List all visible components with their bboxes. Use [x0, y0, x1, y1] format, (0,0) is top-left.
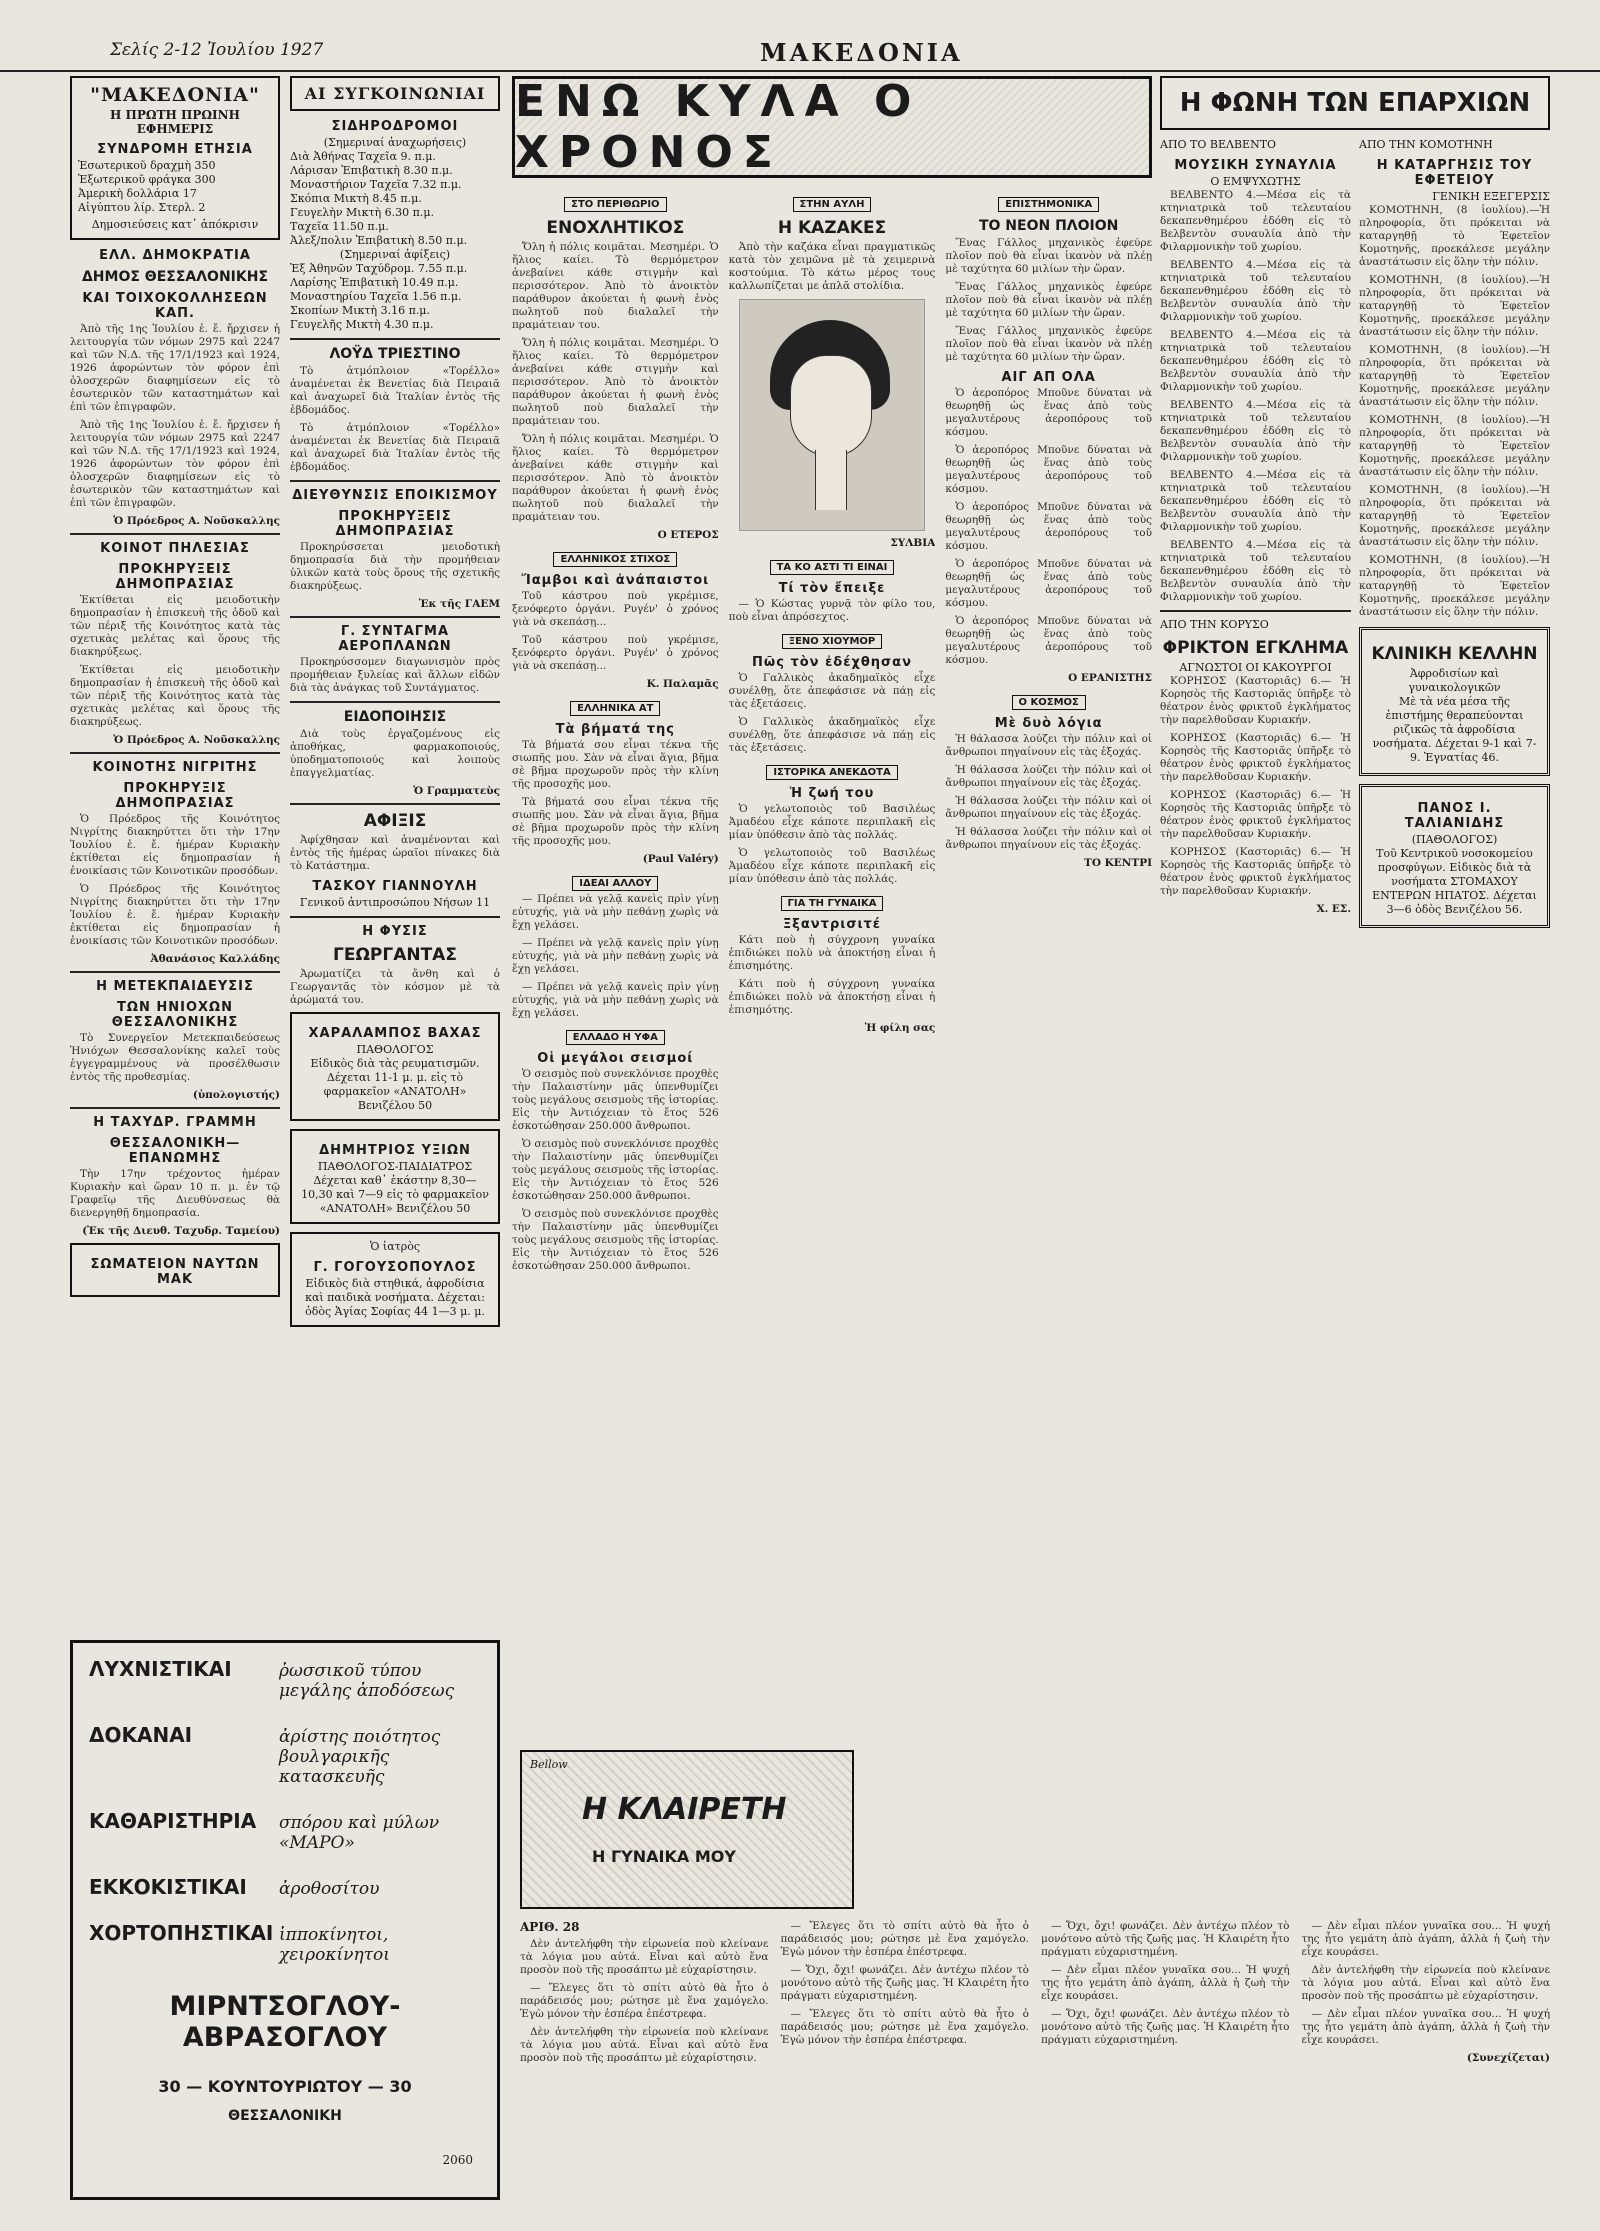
- section-tag: ΑΠΟ ΤΗΝ ΚΟΡΥΣΟ: [1160, 618, 1269, 631]
- column-provinces: [1160, 76, 1550, 1816]
- divider: [290, 338, 500, 340]
- feature-subcolumn-right: [945, 188, 1152, 1278]
- notice-body: Ἐκτίθεται εἰς μειοδοτικὴν δημοπρασίαν ἡ ἐπισκευὴ τῆς ὁδοῦ καὶ τῶν πέριξ τῆς Κοινότητος κατὰ τὰς σχετικὰς μελέτας καὶ ὅρους τῆς διακηρύξεως. Ἐκτίθεται εἰς μειοδοτικὴν δημοπρασίαν ἡ ἐπισκευὴ τῆς ὁδοῦ καὶ τῶν πέριξ τῆς Κοινότητος κατὰ τὰς σχετικὰς μελέτας καὶ ὅρους τῆς διακηρύξεως.: [70, 594, 280, 728]
- article-byline: Ο ΕΜΨΥΧΩΤΗΣ: [1210, 175, 1301, 188]
- serial-continued: (Συνεχίζεται): [1466, 2052, 1550, 2064]
- divider: [290, 803, 500, 805]
- ad-row: ΚΑΘΑΡΙΣΤΗΡΙΑ σπόρου καὶ μύλων «ΜΑΡΟ»: [89, 1809, 440, 1853]
- section-tag: ΑΠΟ ΤΟ ΒΕΛΒΕΝΤΟ: [1160, 138, 1277, 151]
- masthead: [0, 0, 1600, 72]
- rail-subheading: (Σημεριναί ἀφίξεις): [339, 248, 451, 261]
- divider: [70, 533, 280, 535]
- ad-row: ΛΥΧΝΙΣΤΙΚΑΙ ῥωσσικοῦ τύπου μεγάλης ἀποδόσεως: [89, 1657, 455, 1701]
- transport-heading: ΑΙ ΣΥΓΚΟΙΝΩΝΙΑΙ: [304, 84, 486, 103]
- article-signature: Χ. ΕΣ.: [1316, 903, 1351, 915]
- notice-signature: (Ἐκ τῆς Διευθ. Ταχυδρ. Ταμείου): [82, 1225, 280, 1237]
- clinic-subtitle: Ἀφροδισίων καὶ γυναικολογικῶν: [1408, 667, 1501, 694]
- article-body: Ὁ γελωτοποιὸς τοῦ Βασιλέως Ἀμαδέου εἶχε κάποτε περιπλακῆ εἰς μίαν ὑπόθεσιν ἀπὸ τὰς πολλάς. Ὁ γελωτοποιὸς τοῦ Βασιλέως Ἀμαδέου εἶχε κάποτε περιπλακῆ εἰς μίαν ὑπόθεσιν ἀπὸ τὰς πολλάς.: [728, 803, 936, 885]
- auction-heading: ΔΙΕΥΘΥΝΣΙΣ ΕΠΟΙΚΙΣΜΟΥ: [292, 488, 498, 503]
- army-heading: Γ. ΣΥΝΤΑΓΜΑ ΑΕΡΟΠΛΑΝΩΝ: [338, 624, 452, 654]
- section-tag: ΞΕΝΟ ΧΙΟΥΜΟΡ: [782, 634, 882, 649]
- subscription-heading: ΣΥΝΔΡΟΜΗ ΕΤΗΣΙΑ: [97, 142, 253, 157]
- logo-subtitle: Η ΠΡΩΤΗ ΠΡΩΙΝΗ ΕΦΗΜΕΡΙΣ: [110, 108, 240, 136]
- article-title: ΜΟΥΣΙΚΗ ΣΥΝΑΥΛΙΑ: [1174, 158, 1337, 173]
- doctor-info: Εἰδικὸς διὰ τὰς ρευματισμῶν. Δέχεται 11-1 μ. μ. εἰς τὸ φαρμακεῖον «ΑΝΑΤΟΛΗ» Βενιζέλου 50: [310, 1057, 480, 1112]
- article-title: Οἱ μεγάλοι σεισμοί: [537, 1051, 694, 1066]
- notice-body: Διὰ τοὺς ἐργαζομένους εἰς ἀποθήκας, φαρμακοποιούς, ὑποδηματοποιούς καὶ λοιποὺς ἐπαγγελματίας.: [290, 728, 500, 779]
- section-tag: ΕΠΙΣΤΗΜΟΝΙΚΑ: [998, 197, 1099, 212]
- rail-line: Σκοπίων Μικτὴ 3.16 π.μ.: [290, 304, 430, 317]
- article-body: Ὄλη ἡ πόλις κοιμᾶται. Μεσημέρι. Ὁ ἥλιος καίει. Τὸ θερμόμετρον ἀνεβαίνει κάθε στιγμὴν καὶ περισσότερον. Ἀπὸ τὸ ἀνοικτὸν παράθυρον ἀκούεται ἡ φωνὴ ἑνὸς πωλητοῦ ποὺ διαλαλεῖ τὴν πραμάτειαν του. Ὄλη ἡ πόλις κοιμᾶται. Μεσημέρι. Ὁ ἥλιος καίει. Τὸ θερμόμετρον ἀνεβαίνει κάθε στιγμὴν καὶ περισσότερον. Ἀπὸ τὸ ἀνοικτὸν παράθυρον ἀκούεται ἡ φωνὴ ἑνὸς πωλητοῦ ποὺ διαλαλεῖ τὴν πραμάτειαν του. Ὄλη ἡ πόλις κοιμᾶται. Μεσημέρι. Ὁ ἥλιος καίει. Τὸ θερμόμετρον ἀνεβαίνει κάθε στιγμὴν καὶ περισσότερον. Ἀπὸ τὸ ἀνοικτὸν παράθυρον ἀκούεται ἡ φωνὴ ἑνὸς πωλητοῦ ποὺ διαλαλεῖ τὴν πραμάτειαν του.: [512, 241, 719, 523]
- subscription-line: Ἀμερικὴ δολλάρια 17: [78, 187, 197, 200]
- physis-brand: ΓΕΩΡΓΑΝΤΑΣ: [333, 945, 457, 965]
- army-body: Προκηρύσσομεν διαγωνισμὸν πρὸς προμήθειαν ξυλείας καὶ ἄλλων εἰδῶν διὰ τὰς ἀνάγκας τοῦ Συντάγματος.: [290, 656, 500, 694]
- article-body: Ἀπὸ τὴν καζάκα εἶναι πραγματικῶς κατὰ τὸν χειμῶνα μὲ τὰ χειμερινὰ κοστούμια. Τὸ κάτω μέρος τους καλλωπίζεται με ἀπλᾶ στολίδια.: [728, 241, 936, 292]
- article-title: Ἡ ζωή του: [789, 786, 875, 801]
- divider: [290, 616, 500, 618]
- physis-heading: Η ΦΥΣΙΣ: [362, 924, 428, 939]
- article-byline: ΓΕΝΙΚΗ ΕΞΕΓΕΡΣΙΣ: [1432, 190, 1550, 203]
- auction-title: ΠΡΟΚΗΡΥΞΕΙΣ ΔΗΜΟΠΡΑΣΙΑΣ: [335, 509, 455, 539]
- article-title: Μὲ δυὸ λόγια: [994, 716, 1103, 731]
- section-tag: ΑΠΟ ΤΗΝ ΚΟΜΟΤΗΝΗ: [1359, 138, 1493, 151]
- serial-body: Δὲν ἀντελήφθη τὴν εἰρωνεία ποὺ κλείνανε τὰ λόγια μου αὐτά. Εἶναι καὶ αὐτὸ ἕνα προσὸν ποὺ τῆς προσάπτω μὲ εὐχαρίστησιν. — Ἔλεγες ὅτι τὸ σπίτι αὐτὸ θὰ ἦτο ὁ παράδεισός μου; ρώτησε μὲ ἕνα χαμόγελο. Ἐγὼ μόνον τὴν ἐσπέρα ἐπέστρεφα. Δὲν ἀντελήφθη τὴν εἰρωνεία ποὺ κλείνανε τὰ λόγια μου αὐτά. Εἶναι καὶ αὐτὸ ἕνα προσὸν ποὺ τῆς προσάπτω μὲ εὐχαρίστησιν.: [520, 1938, 769, 2064]
- article-body: Ἡ θάλασσα λούζει τὴν πόλιν καὶ οἱ ἄνθρωποι πηγαίνουν εἰς τὰς ἐξοχάς. Ἡ θάλασσα λούζει τὴν πόλιν καὶ οἱ ἄνθρωποι πηγαίνουν εἰς τὰς ἐξοχάς. Ἡ θάλασσα λούζει τὴν πόλιν καὶ οἱ ἄνθρωποι πηγαίνουν εἰς τὰς ἐξοχάς. Ἡ θάλασσα λούζει τὴν πόλιν καὶ οἱ ἄνθρωποι πηγαίνουν εἰς τὰς ἐξοχάς.: [945, 733, 1152, 851]
- rail-line: Μοναστηρίου Ταχεῖα 1.56 π.μ.: [290, 290, 462, 303]
- serial-column: [520, 1920, 769, 2070]
- provinces-left: [1160, 138, 1351, 936]
- section-tag: ΙΣΤΟΡΙΚΑ ΑΝΕΚΔΟΤΑ: [766, 765, 897, 780]
- article-signature: Ἡ φίλη σας: [864, 1022, 936, 1034]
- serial-column: [1302, 1920, 1551, 2070]
- serial-column: [1041, 1920, 1290, 2070]
- divider: [70, 752, 280, 754]
- rail-line: Σκόπια Μικτὴ 8.45 π.μ.: [290, 192, 422, 205]
- article-signature: Ο ΕΡΑΝΙΣΤΗΣ: [1068, 672, 1152, 684]
- doctor-info: Δέχεται καθ᾽ ἑκάστην 8,30—10,30 καὶ 7—9 εἰς τὸ φαρμακεῖον «ΑΝΑΤΟΛΗ» Βενιζέλου 50: [301, 1174, 489, 1215]
- doctor-title: Ὁ ἰατρὸς: [369, 1240, 421, 1253]
- feature-banner: ΕΝΩ ΚΥΛΑ Ο ΧΡΟΝΟΣ: [512, 76, 1152, 178]
- serial-body: — Ὄχι, ὄχι! φωνάζει. Δὲν ἀντέχω πλέον τὸ μονότονο αὐτὸ τῆς ζωῆς μας. Ἡ Κλαιρέτη ἦτο πράγματι εὐχαριστημένη. — Δὲν εἶμαι πλέον γυναῖκα σου... Ἡ ψυχή της ἦτο γεμάτη ἀπὸ ἀγάπη, ἀλλὰ ἡ ζωὴ τὴν εἶχε κουράσει. — Ὄχι, ὄχι! φωνάζει. Δὲν ἀντέχω πλέον τὸ μονότονο αὐτὸ τῆς ζωῆς μας. Ἡ Κλαιρέτη ἦτο πράγματι εὐχαριστημένη.: [1041, 1920, 1290, 2046]
- doctor-info: Τοῦ Κεντρικοῦ νοσοκομείου προσφύγων. Εἰδικὸς διὰ τὰ νοσήματα ΣΤΟΜΑΧΟΥ ΕΝΤΕΡΩΝ ΗΠΑΤΟΣ. Δέχεται 3—6 ὁδὸς Βενιζέλου 56.: [1372, 847, 1537, 916]
- rail-line: Ἐξ Ἀθηνῶν Ταχύδρομ. 7.55 π.μ.: [290, 262, 468, 275]
- provinces-subcolumns: [1160, 138, 1550, 936]
- notice-title: ΠΡΟΚΗΡΥΞΙΣ ΔΗΜΟΠΡΑΣΙΑΣ: [115, 781, 235, 811]
- article-body: — Πρέπει νὰ γελᾷ κανεὶς πρὶν γίνῃ εὐτυχής, γιὰ νὰ μὴν πεθάνῃ χωρὶς νὰ ἔχῃ γελάσει. — Πρέπει νὰ γελᾷ κανεὶς πρὶν γίνῃ εὐτυχής, γιὰ νὰ μὴν πεθάνῃ χωρὶς νὰ ἔχῃ γελάσει. — Πρέπει νὰ γελᾷ κανεὶς πρὶν γίνῃ εὐτυχής, γιὰ νὰ μὴν πεθάνῃ χωρὶς νὰ ἔχῃ γελάσει.: [512, 893, 719, 1019]
- ad-number: 2060: [442, 2153, 473, 2167]
- column-features: [512, 76, 1152, 1716]
- article-title: ΕΝΟΧΛΗΤΙΚΟΣ: [546, 218, 685, 238]
- ad-row: ΧΟΡΤΟΠΗΣΤΙΚΑΙ ἱπποκίνητοι, χειροκίνητοι: [89, 1921, 390, 1965]
- rail-heading: ΣΙΔΗΡΟΔΡΟΜΟΙ: [331, 119, 459, 134]
- logo-title: "ΜΑΚΕΔΟΝΙΑ": [90, 84, 260, 106]
- notice-title: ΚΑΙ ΤΟΙΧΟΚΟΛΛΗΣΕΩΝ ΚΑΠ.: [82, 291, 268, 321]
- section-tag: ΕΛΛΗΝΙΚΟΣ ΣΤΙΧΟΣ: [553, 552, 677, 567]
- clinic-title: ΚΛΙΝΙΚΗ ΚΕΛΛΗΝ: [1371, 644, 1538, 664]
- article-signature: ΣΥΛΒΙΑ: [890, 537, 936, 549]
- divider: [1160, 610, 1351, 612]
- lloyd-heading: ΛΟΫΔ ΤΡΙΕΣΤΙΝΟ: [329, 346, 461, 362]
- serial-story: [520, 1750, 1550, 2220]
- column-2: [290, 76, 500, 1626]
- notice-title: ΤΩΝ ΗΝΙΟΧΩΝ ΘΕΣΣΑΛΟΝΙΚΗΣ: [111, 1000, 239, 1030]
- divider: [290, 916, 500, 918]
- serial-column: [781, 1920, 1030, 2070]
- section-tag: ΙΔΕΑΙ ΑΛΛΟΥ: [572, 876, 658, 891]
- section-tag: ΣΤΗΝ ΑΥΛΗ: [793, 197, 872, 212]
- rail-line: Γευγελῆς Μικτὴ 4.30 π.μ.: [290, 318, 434, 331]
- lloyd-body: Τὸ ἀτμόπλοιον «Τορέλλο» ἀναμένεται ἐκ Βενετίας διὰ Πειραιᾶ καὶ ἀναχωρεῖ διὰ Ἰταλίαν ἐντὸς τῆς ἑβδομάδος. Τὸ ἀτμόπλοιον «Τορέλλο» ἀναμένεται ἐκ Βενετίας διὰ Πειραιᾶ καὶ ἀναχωρεῖ διὰ Ἰταλίαν ἐντὸς τῆς ἑβδομάδος.: [290, 365, 500, 473]
- notice-heading: Η ΤΑΧΥΔΡ. ΓΡΑΜΜΗ: [93, 1115, 257, 1130]
- article-title: Τὰ βήματά της: [555, 722, 676, 737]
- article-body: Τοῦ κάστρου ποὺ γκρέμισε, ξενόφερτο ὀργάνι. Ρυγέν' ὁ χρόνος γιὰ νὰ σκεπάσῃ... Τοῦ κάστρου ποὺ γκρέμισε, ξενόφερτο ὀργάνι. Ρυγέν' ὁ χρόνος γιὰ νὰ σκεπάσῃ...: [512, 590, 719, 672]
- section-tag: ΤΑ ΚΟ ΑΣΤΙ ΤΙ ΕΙΝΑΙ: [770, 560, 895, 575]
- serial-number: ΑΡΙΘ. 28: [520, 1920, 580, 1934]
- doctor-name: ΠΑΝΟΣ Ι. ΤΑΛΙΑΝΙΔΗΣ: [1404, 801, 1505, 831]
- ad-address: 30 — ΚΟΥΝΤΟΥΡΙΩΤΟΥ — 30: [158, 2077, 412, 2096]
- article-body: Ὁ ἀεροπόρος Μποῦνε δύναται νὰ θεωρηθῇ ὡς ἕνας ἀπὸ τοὺς μεγαλυτέρους ἀεροπόρους τοῦ κόσμου. Ὁ ἀεροπόρος Μποῦνε δύναται νὰ θεωρηθῇ ὡς ἕνας ἀπὸ τοὺς μεγαλυτέρους ἀεροπόρους τοῦ κόσμου. Ὁ ἀεροπόρος Μποῦνε δύναται νὰ θεωρηθῇ ὡς ἕνας ἀπὸ τοὺς μεγαλυτέρους ἀεροπόρους τοῦ κόσμου. Ὁ ἀεροπόρος Μποῦνε δύναται νὰ θεωρηθῇ ὡς ἕνας ἀπὸ τοὺς μεγαλυτέρους ἀεροπόρους τοῦ κόσμου. Ὁ ἀεροπόρος Μποῦνε δύναται νὰ θεωρηθῇ ὡς ἕνας ἀπὸ τοὺς μεγαλυτέρους ἀεροπόρους τοῦ κόσμου.: [945, 387, 1152, 666]
- doctor-name: ΔΗΜΗΤΡΙΟΣ ΥΞΙΩΝ: [319, 1143, 471, 1158]
- article-title: Η ΚΑΖΑΚΕΣ: [777, 218, 887, 238]
- article-title: Ξξαντρισιτέ: [782, 917, 882, 932]
- article-title: ΦΡΙΚΤΟΝ ΕΓΚΛΗΜΑ: [1162, 638, 1349, 658]
- provinces-heading: Η ΦΩΝΗ ΤΩΝ ΕΠΑΡΧΙΩΝ: [1160, 76, 1550, 130]
- rail-line: Λαρίσης Ἐπιβατικὴ 10.49 π.μ.: [290, 276, 459, 289]
- section-tag: ΣΤΟ ΠΕΡΙΘΩΡΙΟ: [564, 197, 666, 212]
- notice-body: Τὴν 17ην τρέχοντος ἡμέραν Κυριακὴν καὶ ὥραν 10 π. μ. ἐν τῷ Γραφεῖῳ τῆς Διευθύνσεως θὰ διενεργηθῇ δημοπρασία.: [70, 1168, 280, 1219]
- serial-header-illustration: [520, 1750, 854, 1909]
- doctor-title: (ΠΑΘΟΛΟΓΟΣ): [1411, 833, 1498, 846]
- arrival-subtitle: Γενικοῦ ἀντιπροσώπου Νήσων 11: [299, 896, 491, 909]
- doctor-ad: [290, 1012, 500, 1121]
- rail-line: Ἀλεξ/πολιν Ἐπιβατικὴ 8.50 π.μ.: [290, 234, 468, 247]
- feature-columns: [512, 188, 1152, 1278]
- article-body: Ὁ σεισμὸς ποὺ συνεκλόνισε προχθὲς τὴν Παλαιστίνην μᾶς ὑπενθυμίζει τοὺς μεγάλους σεισμοὺς τῆς ἱστορίας. Εἰς τὴν Ἀντιόχειαν τὸ ἔτος 526 ἐσκοτώθησαν 250.000 ἄνθρωποι. Ὁ σεισμὸς ποὺ συνεκλόνισε προχθὲς τὴν Παλαιστίνην μᾶς ὑπενθυμίζει τοὺς μεγάλους σεισμοὺς τῆς ἱστορίας. Εἰς τὴν Ἀντιόχειαν τὸ ἔτος 526 ἐσκοτώθησαν 250.000 ἄνθρωποι. Ὁ σεισμὸς ποὺ συνεκλόνισε προχθὲς τὴν Παλαιστίνην μᾶς ὑπενθυμίζει τοὺς μεγάλους σεισμοὺς τῆς ἱστορίας. Εἰς τὴν Ἀντιόχειαν τὸ ἔτος 526 ἐσκοτώθησαν 250.000 ἄνθρωποι.: [512, 1068, 719, 1272]
- divider: [290, 701, 500, 703]
- physis-body: Ἀρωματίζει τὰ ἄνθη καὶ ὁ Γεωργαντᾶς τὸν κόσμον μὲ τὰ ἀρώματά του.: [290, 968, 500, 1006]
- arrival-heading: ΑΦΙΞΙΣ: [363, 811, 427, 831]
- rail-line: Μοναστήριον Ταχεῖα 7.32 π.μ.: [290, 178, 462, 191]
- subscription-line: Αἰγύπτου λίρ. Στερλ. 2: [78, 201, 206, 214]
- article-body: Τὰ βήματά σου εἶναι τέκνα τῆς σιωπῆς μου. Σὰν νὰ εἶναι ἅγια, βῆμα σὲ βῆμα προχωροῦν πρὸς τὴν κλίνη τῆς προσοχῆς μου. Τὰ βήματά σου εἶναι τέκνα τῆς σιωπῆς μου. Σὰν νὰ εἶναι ἅγια, βῆμα σὲ βῆμα προχωροῦν πρὸς τὴν κλίνη τῆς προσοχῆς μου.: [512, 739, 719, 847]
- municipality-heading: ΔΗΜΟΣ ΘΕΣΣΑΛΟΝΙΚΗΣ: [81, 269, 269, 285]
- article-title: Τί τὸν ἔπειξε: [778, 581, 886, 596]
- article-body: Ἕνας Γάλλος μηχανικὸς ἐφεύρε πλοῖον ποὺ θὰ εἶναι ἱκανὸν νὰ πλέῃ μὲ ταχύτητα 60 μιλίων τὴν ὥραν. Ἕνας Γάλλος μηχανικὸς ἐφεύρε πλοῖον ποὺ θὰ εἶναι ἱκανὸν νὰ πλέῃ μὲ ταχύτητα 60 μιλίων τὴν ὥραν. Ἕνας Γάλλος μηχανικὸς ἐφεύρε πλοῖον ποὺ θὰ εἶναι ἱκανὸν νὰ πλέῃ μὲ ταχύτητα 60 μιλίων τὴν ὥραν.: [945, 237, 1152, 363]
- article-title: Η ΚΑΤΑΡΓΗΣΙΣ ΤΟΥ ΕΦΕΤΕΙΟΥ: [1376, 158, 1533, 188]
- notice-signature: (ὑπολογιστής): [192, 1089, 280, 1101]
- article-signature: (Paul Valéry): [642, 853, 719, 865]
- article-title: ΤΟ ΝΕΟΝ ΠΛΟΙΟΝ: [978, 218, 1119, 234]
- notice-signature: Ὁ Πρόεδρος Α. Νοῦσκαλλης: [113, 734, 280, 746]
- serial-body: — Δὲν εἶμαι πλέον γυναῖκα σου... Ἡ ψυχή της ἦτο γεμάτη ἀπὸ ἀγάπη, ἀλλὰ ἡ ζωὴ τὴν εἶχε κουράσει. Δὲν ἀντελήφθη τὴν εἰρωνεία ποὺ κλείνανε τὰ λόγια μου αὐτά. Εἶναι καὶ αὐτὸ ἕνα προσὸν ποὺ τῆς προσάπτω μὲ εὐχαρίστησιν. — Δὲν εἶμαι πλέον γυναῖκα σου... Ἡ ψυχή της ἦτο γεμάτη ἀπὸ ἀγάπη, ἀλλὰ ἡ ζωὴ τὴν εἶχε κουράσει.: [1301, 1920, 1550, 2046]
- section-tag: ΕΛΛΑΔΟ Η ΥΦΑ: [566, 1030, 665, 1045]
- article-title: ΑΙΓ ΑΠ ΟΛΑ: [1001, 370, 1096, 385]
- article-subtitle: ΑΓΝΩΣΤΟΙ ΟΙ ΚΑΚΟΥΡΓΟΙ: [1179, 661, 1332, 674]
- arrival-body: Ἀφίχθησαν καὶ ἀναμένονται καὶ ἐντὸς τῆς ἡμέρας ὡραῖοι πίνακες διὰ τὸ Κατάστημα.: [290, 834, 500, 872]
- doctor-info: Εἰδικὸς διὰ στηθικά, ἀφροδίσια καὶ παιδικὰ νοσήματα. Δέχεται: ὁδὸς Ἁγίας Σοφίας 44 1—3 μ. μ.: [305, 1277, 485, 1318]
- ad-city: ΘΕΣΣΑΛΟΝΙΚΗ: [228, 2108, 342, 2124]
- doctor-ad: [290, 1232, 500, 1327]
- auction-body: Προκηρύσσεται μειοδοτικὴ δημοπρασία διὰ τὴν προμήθειαν ὑλικῶν κατὰ τοὺς ὅρους τῆς σχετικῆς διακηρύξεως.: [290, 541, 500, 592]
- issue-date: Σελίς 2-12 Ἰουλίου 1927: [110, 40, 324, 60]
- republic-heading: ΕΛΛ. ΔΗΜΟΚΡΑΤΙΑ: [99, 248, 251, 263]
- notice-heading: ΕΙΔΟΠΟΙΗΣΙΣ: [343, 709, 447, 725]
- article-body: — Ὁ Κώστας γυρνᾷ τὸν φίλο του, ποὺ εἶναι ἀπρόσεχτος.: [728, 598, 936, 623]
- feature-subcolumn-left: [512, 188, 719, 1278]
- notice-signature: Ὁ Γραμματεὺς: [413, 785, 500, 797]
- rail-subheading: (Σημεριναί ἀναχωρήσεις): [323, 136, 467, 149]
- divider: [70, 1107, 280, 1109]
- article-signature: ΤΟ ΚΕΝΤΡΙ: [1084, 857, 1152, 869]
- notice-signature: Ὁ Πρόεδρος Α. Νοῦσκαλλης: [113, 515, 280, 527]
- column-1: [70, 76, 280, 1626]
- ad-row: ΔΟΚΑΝΑΙ ἀρίστης ποιότητος βουλγαρικῆς κατασκευῆς: [89, 1723, 441, 1787]
- auction-signature: Ἐκ τῆς ΓΑΕΜ: [418, 598, 500, 610]
- newspaper-title: ΜΑΚΕΔΟΝΙΑ: [760, 38, 963, 67]
- ads-note: Δημοσιεύσεις κατ᾽ ἀπόκρισιν: [91, 218, 259, 231]
- divider: [70, 971, 280, 973]
- notice-body: Τὸ Συνεργεῖον Μετεκπαιδεύσεως Ἡνιόχων Θεσσαλονίκης καλεῖ τοὺς ἐγγεγραμμένους νὰ προσέλθωσιν ἐντὸς τῆς προθεσμίας.: [70, 1032, 280, 1083]
- notice-heading: Η ΜΕΤΕΚΠΑΙΔΕΥΣΙΣ: [96, 979, 254, 994]
- notice-title: ΘΕΣΣΑΛΟΝΙΚΗ—ΕΠΑΝΩΜΗΣ: [109, 1136, 241, 1166]
- section-tag: ΓΙΑ ΤΗ ΓΥΝΑΙΚΑ: [781, 896, 884, 911]
- article-body: ΚΟΜΟΤΗΝΗ, (8 ἰουλίου).—Ἡ πληροφορία, ὅτι πρόκειται νὰ καταργηθῇ τὸ Ἐφετεῖον Κομοτηνῆς, προεκάλεσε μεγάλην ἀναστάτωσιν εἰς ὅλην τὴν πόλιν. ΚΟΜΟΤΗΝΗ, (8 ἰουλίου).—Ἡ πληροφορία, ὅτι πρόκειται νὰ καταργηθῇ τὸ Ἐφετεῖον Κομοτηνῆς, προεκάλεσε μεγάλην ἀναστάτωσιν εἰς ὅλην τὴν πόλιν. ΚΟΜΟΤΗΝΗ, (8 ἰουλίου).—Ἡ πληροφορία, ὅτι πρόκειται νὰ καταργηθῇ τὸ Ἐφετεῖον Κομοτηνῆς, προεκάλεσε μεγάλην ἀναστάτωσιν εἰς ὅλην τὴν πόλιν. ΚΟΜΟΤΗΝΗ, (8 ἰουλίου).—Ἡ πληροφορία, ὅτι πρόκειται νὰ καταργηθῇ τὸ Ἐφετεῖον Κομοτηνῆς, προεκάλεσε μεγάλην ἀναστάτωσιν εἰς ὅλην τὴν πόλιν. ΚΟΜΟΤΗΝΗ, (8 ἰουλίου).—Ἡ πληροφορία, ὅτι πρόκειται νὰ καταργηθῇ τὸ Ἐφετεῖον Κομοτηνῆς, προεκάλεσε μεγάλην ἀναστάτωσιν εἰς ὅλην τὴν πόλιν. ΚΟΜΟΤΗΝΗ, (8 ἰουλίου).—Ἡ πληροφορία, ὅτι πρόκειται νὰ καταργηθῇ τὸ Ἐφετεῖον Κομοτηνῆς, προεκάλεσε μεγάλην ἀναστάτωσιν εἰς ὅλην τὴν πόλιν.: [1359, 204, 1550, 618]
- article-body: ΒΕΛΒΕΝΤΟ 4.—Μέσα εἰς τὰ κτηνιατρικὰ τοῦ τελευταίου δεκαπενθημέρου ἐδόθη εἰς τὸ Βελβεντὸν συναυλία ἀπὸ τὴν Φιλαρμονικὴν τοῦ χωρίου. ΒΕΛΒΕΝΤΟ 4.—Μέσα εἰς τὰ κτηνιατρικὰ τοῦ τελευταίου δεκαπενθημέρου ἐδόθη εἰς τὸ Βελβεντὸν συναυλία ἀπὸ τὴν Φιλαρμονικὴν τοῦ χωρίου. ΒΕΛΒΕΝΤΟ 4.—Μέσα εἰς τὰ κτηνιατρικὰ τοῦ τελευταίου δεκαπενθημέρου ἐδόθη εἰς τὸ Βελβεντὸν συναυλία ἀπὸ τὴν Φιλαρμονικὴν τοῦ χωρίου. ΒΕΛΒΕΝΤΟ 4.—Μέσα εἰς τὰ κτηνιατρικὰ τοῦ τελευταίου δεκαπενθημέρου ἐδόθη εἰς τὸ Βελβεντὸν συναυλία ἀπὸ τὴν Φιλαρμονικὴν τοῦ χωρίου. ΒΕΛΒΕΝΤΟ 4.—Μέσα εἰς τὰ κτηνιατρικὰ τοῦ τελευταίου δεκαπενθημέρου ἐδόθη εἰς τὸ Βελβεντὸν συναυλία ἀπὸ τὴν Φιλαρμονικὴν τοῦ χωρίου. ΒΕΛΒΕΝΤΟ 4.—Μέσα εἰς τὰ κτηνιατρικὰ τοῦ τελευταίου δεκαπενθημέρου ἐδόθη εἰς τὸ Βελβεντὸν συναυλία ἀπὸ τὴν Φιλαρμονικὴν τοῦ χωρίου.: [1160, 189, 1351, 603]
- machinery-advertisement: [70, 1640, 500, 2200]
- transport-box: [290, 76, 500, 111]
- clinic-ad: [1359, 627, 1550, 776]
- rail-line: Διὰ Ἀθήνας Ταχεῖα 9. π.μ.: [290, 150, 436, 163]
- rail-line: Γευγελὴν Μικτὴ 6.30 π.μ.: [290, 206, 435, 219]
- notice-signature: Ἀθανάσιος Καλλάδης: [150, 953, 280, 965]
- doctor-name: ΧΑΡΑΛΑΜΠΟΣ ΒΑΧΑΣ: [308, 1026, 482, 1041]
- doctor-title: ΠΑΘΟΛΟΓΟΣ-ΠΑΙΔΙΑΤΡΟΣ: [317, 1160, 473, 1173]
- section-tag: Ο ΚΟΣΜΟΣ: [1012, 695, 1086, 710]
- ad-firm-name: ΜΙΡΝΤΣΟΓΛΟΥ-ΑΒΡΑΣΟΓΛΟΥ: [169, 1991, 401, 2053]
- notice-heading: ΚΟΙΝΟΤ ΠΗΛΕΣΙΑΣ: [100, 541, 250, 556]
- serial-body: — Ἔλεγες ὅτι τὸ σπίτι αὐτὸ θὰ ἦτο ὁ παράδεισός μου; ρώτησε μὲ ἕνα χαμόγελο. Ἐγὼ μόνον τὴν ἐσπέρα ἐπέστρεφα. — Ὄχι, ὄχι! φωνάζει. Δὲν ἀντέχω πλέον τὸ μονότονο αὐτὸ τῆς ζωῆς μας. Ἡ Κλαιρέτη ἦτο πράγματι εὐχαριστημένη. — Ἔλεγες ὅτι τὸ σπίτι αὐτὸ θὰ ἦτο ὁ παράδεισός μου; ρώτησε μὲ ἕνα χαμόγελο. Ἐγὼ μόνον τὴν ἐσπέρα ἐπέστρεφα.: [780, 1920, 1029, 2046]
- notice-title: ΠΡΟΚΗΡΥΞΕΙΣ ΔΗΜΟΠΡΑΣΙΑΣ: [115, 562, 235, 592]
- serial-author: Bellow: [530, 1758, 568, 1771]
- ad-row: ΕΚΚΟΚΙΣΤΙΚΑΙ ἀροθοσίτου: [89, 1875, 380, 1899]
- rail-line: Ταχεῖα 11.50 π.μ.: [290, 220, 389, 233]
- rail-line: Λάρισαν Ἐπιβατικὴ 8.30 π.μ.: [290, 164, 453, 177]
- section-tag: ΕΛΛΗΝΙΚΑ ΑΤ: [570, 701, 660, 716]
- serial-subtitle: Η ΓΥΝΑΙΚΑ ΜΟΥ: [592, 1847, 736, 1866]
- article-body: Κάτι ποὺ ἡ σύγχρονη γυναίκα ἐπιδιώκει πολὺ νὰ ἀποκτήσῃ εἶναι ἡ ἐπισημότης. Κάτι ποὺ ἡ σύγχρονη γυναίκα ἐπιδιώκει πολὺ νὰ ἀποκτήσῃ εἶναι ἡ ἐπισημότης.: [728, 934, 936, 1016]
- notice-body: Ἀπὸ τῆς 1ης Ἰουλίου ἐ. ἔ. ἤρχισεν ἡ λειτουργία τῶν νόμων 2975 καὶ 2247 καὶ τῶν Ν.Δ. τῆς 17/1/1923 καὶ 1924, 1926 ἀφορώντων τὸν φόρον ἐπὶ ὁλοσχερῶν διαφημίσεων εἰς τὸ ἐσωτερικὸν τῶν καταστημάτων καὶ ἐπὶ τῶν ἐπιγραφῶν. Ἀπὸ τῆς 1ης Ἰουλίου ἐ. ἔ. ἤρχισεν ἡ λειτουργία τῶν νόμων 2975 καὶ 2247 καὶ τῶν Ν.Δ. τῆς 17/1/1923 καὶ 1924, 1926 ἀφορώντων τὸν φόρον ἐπὶ ὁλοσχερῶν διαφημίσεων εἰς τὸ ἐσωτερικὸν τῶν καταστημάτων καὶ ἐπὶ τῶν ἐπιγραφῶν.: [70, 323, 280, 509]
- article-title: Πῶς τὸν ἐδέχθησαν: [752, 655, 912, 670]
- newspaper-logo-box: [70, 76, 280, 240]
- small-ad-box: ΣΩΜΑΤΕΙΟΝ ΝΑΥΤΩΝ ΜΑΚ: [70, 1243, 280, 1297]
- subscription-line: Ἐσωτερικοῦ δραχμὴ 350: [78, 159, 216, 172]
- divider: [290, 480, 500, 482]
- article-body: Ὁ Γαλλικὸς ἀκαδημαϊκὸς εἶχε συνέλθῃ, ὅτε ἀπεφάσισε νὰ πάῃ εἰς τὰς ἐξετάσεις. Ὁ Γαλλικὸς ἀκαδημαϊκὸς εἶχε συνέλθῃ, ὅτε ἀπεφάσισε νὰ πάῃ εἰς τὰς ἐξετάσεις.: [728, 672, 936, 754]
- notice-heading: ΚΟΙΝΟΤΗΣ ΝΙΓΡΙΤΗΣ: [92, 760, 258, 775]
- article-signature: Κ. Παλαμᾶς: [646, 678, 719, 690]
- doctor-ad: [290, 1129, 500, 1224]
- article-body: ΚΟΡΗΣΟΣ (Καστοριᾶς) 6.— Ἡ Κορησὸς τῆς Καστοριᾶς ὑπῆρξε τὸ θέατρον ἑνὸς φρικτοῦ ἐγκλήματος τὴν παρελθοῦσαν Κυριακήν. ΚΟΡΗΣΟΣ (Καστοριᾶς) 6.— Ἡ Κορησὸς τῆς Καστοριᾶς ὑπῆρξε τὸ θέατρον ἑνὸς φρικτοῦ ἐγκλήματος τὴν παρελθοῦσαν Κυριακήν. ΚΟΡΗΣΟΣ (Καστοριᾶς) 6.— Ἡ Κορησὸς τῆς Καστοριᾶς ὑπῆρξε τὸ θέατρον ἑνὸς φρικτοῦ ἐγκλήματος τὴν παρελθοῦσαν Κυριακήν. ΚΟΡΗΣΟΣ (Καστοριᾶς) 6.— Ἡ Κορησὸς τῆς Καστοριᾶς ὑπῆρξε τὸ θέατρον ἑνὸς φρικτοῦ ἐγκλήματος τὴν παρελθοῦσαν Κυριακήν.: [1160, 675, 1351, 897]
- clinic-info: Μὲ τὰ νέα μέσα τῆς ἐπιστήμης θεραπεύονται ριζικῶς τὰ ἀφροδίσια νοσήματα. Δέχεται 9-1 καὶ 7-9. Ἐγνατίας 46.: [1372, 695, 1537, 764]
- article-signature: Ο ΕΤΕΡΟΣ: [657, 529, 719, 541]
- doctor-ad: [1359, 784, 1550, 928]
- woman-portrait-illustration: [739, 299, 926, 531]
- provinces-right: [1359, 138, 1550, 936]
- doctor-name: Γ. ΓΟΓΟΥΣΟΠΟΥΛΟΣ: [313, 1260, 477, 1275]
- subscription-line: Ἐξωτερικοῦ φράγκα 300: [78, 173, 216, 186]
- notice-body: Ὁ Πρόεδρος τῆς Κοινότητος Νιγρίτης διακηρύττει ὅτι τὴν 17ην Ἰουλίου ἐ. ἔ. ἡμέραν Κυριακὴν ἐκτίθεται εἰς δημοπρασίαν ἡ ἐνοικίασις τῶν Κοινοτικῶν προσόδων. Ὁ Πρόεδρος τῆς Κοινότητος Νιγρίτης διακηρύττει ὅτι τὴν 17ην Ἰουλίου ἐ. ἔ. ἡμέραν Κυριακὴν ἐκτίθεται εἰς δημοπρασίαν ἡ ἐνοικίασις τῶν Κοινοτικῶν προσόδων.: [70, 813, 280, 947]
- serial-title: Η ΚΛΑΙΡΕΤΗ: [582, 1792, 787, 1827]
- arrival-name: ΤΑΣΚΟΥ ΓΙΑΝΝΟΥΛΗ: [312, 879, 478, 894]
- doctor-title: ΠΑΘΟΛΟΓΟΣ: [356, 1043, 434, 1056]
- feature-subcolumn-middle: [729, 188, 936, 1278]
- article-title: Ἴαμβοι καὶ ἀνάπαιστοι: [521, 573, 710, 588]
- serial-columns: [520, 1920, 1550, 2070]
